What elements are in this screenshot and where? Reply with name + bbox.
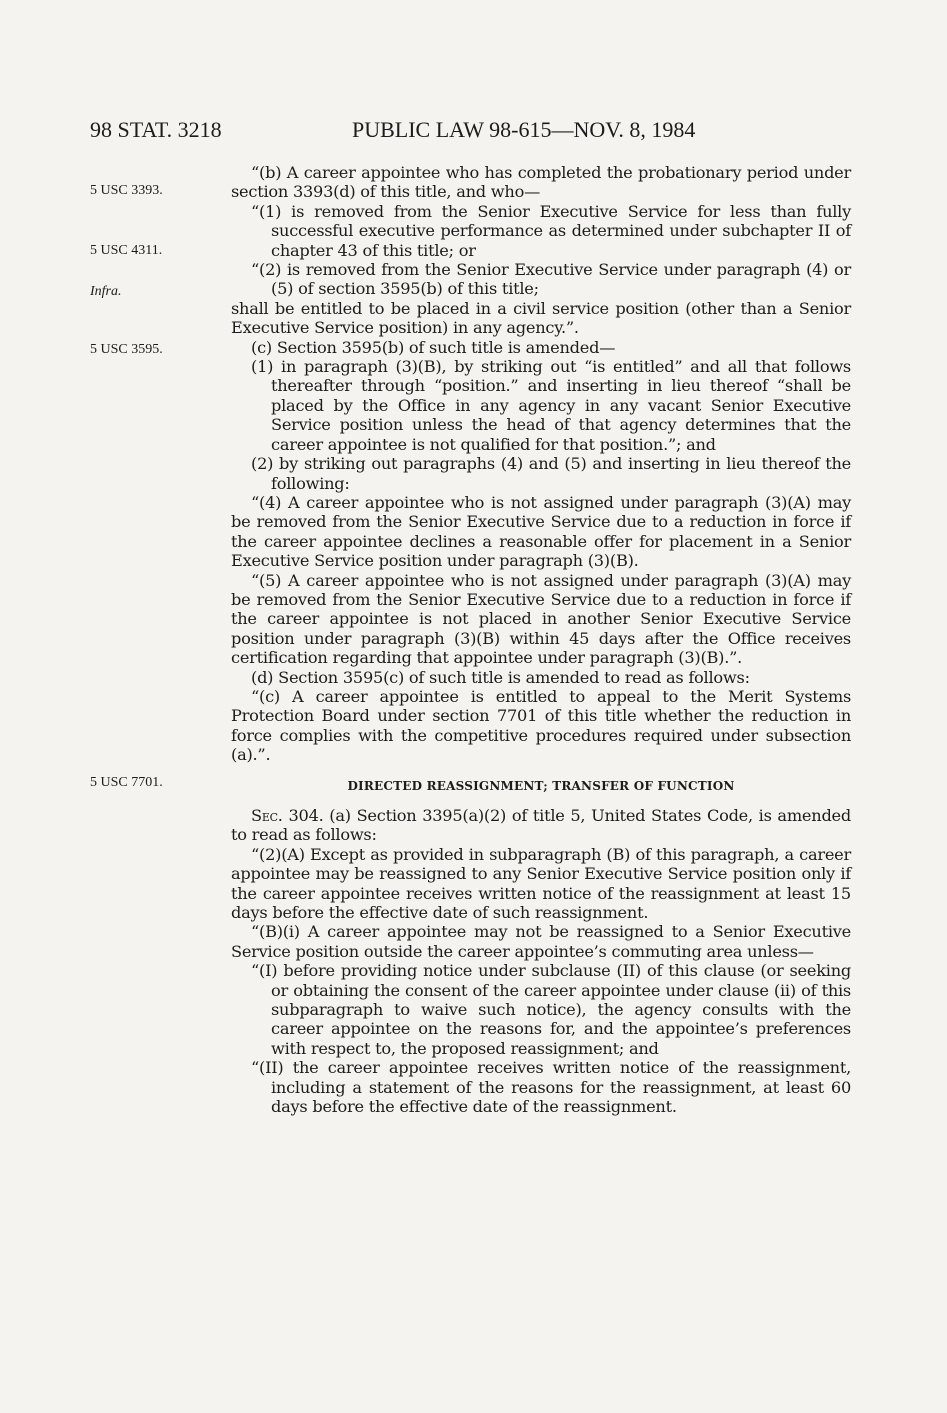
para-quoted-4: “(4) A career appointee who is not assigned under paragraph (3)(A) may be removed from the Senior Executive Service due to a reduction in force if the career appointee declines a reasonable offer for placement in a Senior Executive Service position under paragraph (3)(B). [231,492,851,571]
para-b1: “(1) is removed from the Senior Executive Service for less than fully successful executive performance as determined under subchapter II of chapter 43 of this title; or [251,201,851,260]
margin-note-infra: Infra. [90,284,122,299]
section-heading: DIRECTED REASSIGNMENT; TRANSFER OF FUNCTION [347,778,735,793]
para-b-close: shall be entitled to be placed in a civil service position (other than a Senior Executive Service position) in any agency.”. [231,298,851,338]
para-quoted-I: “(I) before providing notice under subclause (II) of this clause (or seeking or obtaining the consent of the career appointee under clause (ii) of this subparagraph to waive such notice), the agency consults with the career appointee on the reasons for, and the appointee’s preferences with respect to, the proposed reassignment; and [251,961,851,1058]
para-quoted-5: “(5) A career appointee who is not assigned under paragraph (3)(A) may be removed from the Senior Executive Service due to a reduction in force if the career appointee is not placed in another Senior Executive Service position under paragraph (3)(B) within 45 days after the Office receives certification regarding that appointee under paragraph (3)(B).”. [231,570,851,668]
para-b2: “(2) is removed from the Senior Executive Service under paragraph (4) or (5) of section 3595(b) of this title; [251,260,851,299]
margin-note-5usc3595: 5 USC 3595. [90,342,163,357]
margin-note-5usc3393: 5 USC 3393. [90,183,163,198]
page-header [90,117,850,147]
statute-citation: 98 STAT. 3218 [90,117,222,142]
para-c2: (2) by striking out paragraphs (4) and (5) and inserting in lieu thereof the following: [251,454,851,493]
document-body [231,163,851,1117]
para-quoted-II: “(II) the career appointee receives written notice of the reassignment, including a statement of the reasons for the reassignment, at least 60 days before the effective date of the reassignment. [251,1058,851,1117]
para-c-intro: (c) Section 3595(b) of such title is amended— [251,337,616,357]
para-quoted-c: “(c) A career appointee is entitled to appeal to the Merit Systems Protection Board under section 7701 of this title whether the reduction in force complies with the competitive procedures required under subsection (a).”. [231,686,851,765]
sec-label: Sec. [251,806,283,825]
para-d-intro: (d) Section 3595(c) of such title is amended to read as follows: [251,667,750,687]
sec-304-text: 304. (a) Section 3395(a)(2) of title 5, United States Code, is amended to read as follows: [231,806,851,845]
para-c1: (1) in paragraph (3)(B), by striking out “is entitled” and all that follows thereafter through “position.” and inserting in lieu thereof “shall be placed by the Office in any agency in any vacant Senior Executive Service position unless the head of that agency determines that the career appointee is not qualified for that position.”; and [251,357,851,454]
para-quoted-2Bi: “(B)(i) A career appointee may not be reassigned to a Senior Executive Service position outside the career appointee’s commuting area unless— [231,922,851,961]
para-sec-304 [231,806,851,845]
public-law-title: PUBLIC LAW 98-615—NOV. 8, 1984 [352,117,696,142]
margin-note-5usc4311: 5 USC 4311. [90,243,163,258]
para-quoted-2A: “(2)(A) Except as provided in subparagraph (B) of this paragraph, a career appointee may be reassigned to any Senior Executive Service position only if the career appointee receives written notice of the reassignment at least 15 days before the effective date of such reassignment. [231,844,851,923]
para-b-intro: “(b) A career appointee who has completed the probationary period under section 3393(d) of this title, and who— [231,163,851,202]
margin-note-5usc7701: 5 USC 7701. [90,775,163,790]
